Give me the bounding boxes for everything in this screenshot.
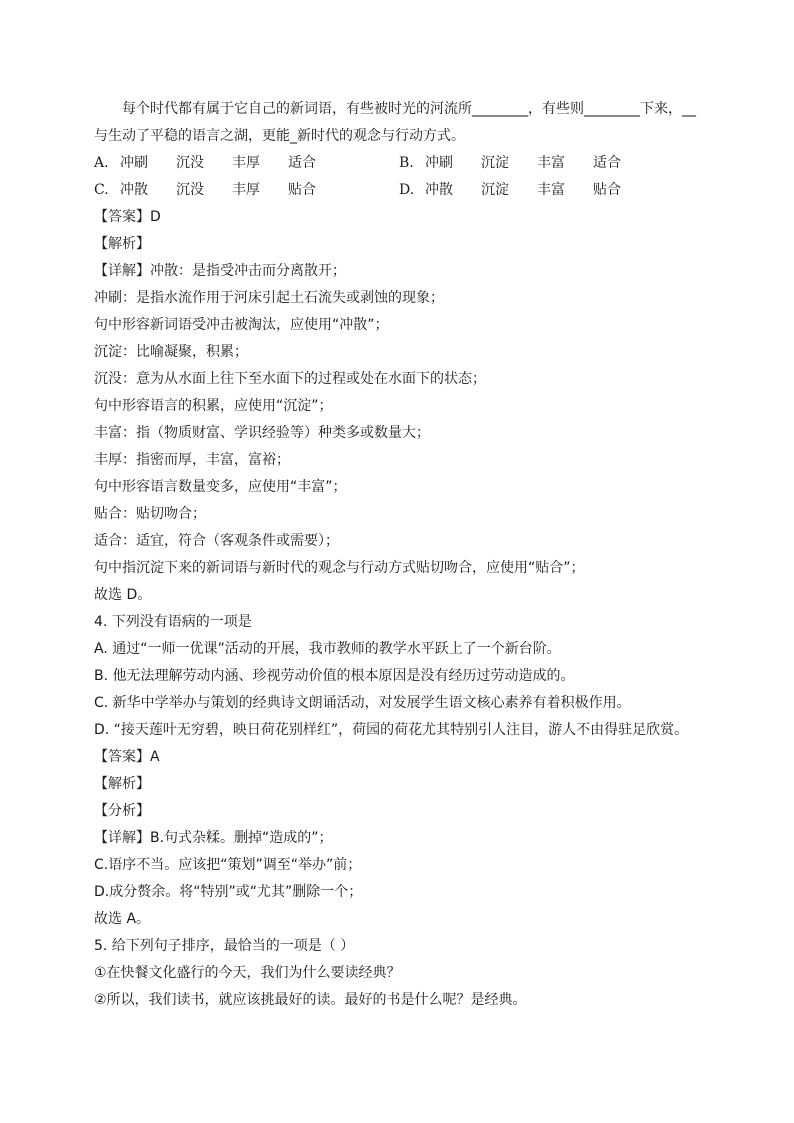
option-word: 丰富 (537, 182, 565, 198)
q3-options-row-2 (94, 177, 704, 204)
q3-options-row-1 (94, 150, 704, 177)
option-word: 沉淀 (481, 182, 509, 198)
option-word: 沉没 (176, 182, 204, 198)
option-word: 冲刷 (120, 155, 148, 171)
q4-detail-line: 【详解】B.句式杂糅。删掉“造成的”； (94, 830, 333, 846)
q3-detail-line: 【详解】冲散：是指受冲击而分离散开； (94, 263, 346, 279)
q5-sentence: ②所以，我们读书，就应该挑最好的读。最好的书是什么呢？是经典。 (94, 992, 527, 1008)
q4-answer: 【答案】A (94, 749, 160, 765)
option-label: C. (94, 182, 109, 198)
q3-detail-line: 丰富：指（物质财富、学识经验等）种类多或数量大； (94, 425, 430, 441)
option-word: 冲散 (425, 182, 453, 198)
document-page (94, 96, 704, 1014)
q3-detail-line: 贴合：贴切吻合； (94, 506, 206, 522)
q3-detail-line: 句中形容新词语受冲击被淘汰，应使用“冲散”； (94, 317, 389, 333)
q4-stem: 4. 下列没有语病的一项是 (94, 614, 252, 630)
q4-analysis-heading: 【解析】 (94, 776, 150, 792)
q3-detail-line: 句中指沉淀下来的新词语与新时代的观念与行动方式贴切吻合，应使用“贴合”； (94, 560, 585, 576)
option-word: 冲刷 (425, 155, 453, 171)
option-word: 冲散 (120, 182, 148, 198)
q3-option-d (399, 177, 704, 204)
option-label: B. (399, 155, 414, 171)
q4-option-b: B. 他无法理解劳动内涵、珍视劳动价值的根本原因是没有经历过劳动造成的。 (94, 668, 575, 684)
option-word: 丰富 (537, 155, 565, 171)
q4-option-c: C. 新华中学举办与策划的经典诗文朗诵活动，对发展学生语文核心素养有着积极作用。 (94, 695, 631, 711)
option-word: 沉没 (176, 155, 204, 171)
q3-detail-line: 丰厚：指密而厚，丰富，富裕； (94, 452, 290, 468)
option-word: 适合 (593, 155, 621, 171)
option-word: 贴合 (288, 182, 316, 198)
q3-stem-line1: 每个时代都有属于它自己的新词语，有些被时光的河流所________，有些则________下来，__ (122, 101, 696, 117)
q4-detail-line: 故选 A。 (94, 911, 151, 927)
q5-stem: 5. 给下列句子排序，最恰当的一项是（ ） (94, 938, 355, 954)
q3-detail-line: 冲刷：是指水流作用于河床引起土石流失或剥蚀的现象； (94, 290, 444, 306)
q3-option-b (399, 150, 704, 177)
q3-stem-line2: 与生动了平稳的语言之湖，更能_新时代的观念与行动方式。 (94, 128, 465, 144)
q3-detail-line: 适合：适宜，符合（客观条件或需要）； (94, 533, 339, 549)
q3-detail-line: 故选 D。 (94, 587, 152, 603)
q3-answer: 【答案】D (94, 209, 161, 225)
q3-analysis-heading: 【解析】 (94, 236, 150, 252)
q4-option-a: A. 通过“一师一优课”活动的开展，我市教师的教学水平跃上了一个新台阶。 (94, 641, 561, 657)
option-label: A. (94, 155, 109, 171)
q3-option-a (94, 150, 399, 177)
option-word: 丰厚 (232, 155, 260, 171)
q4-fenxi-heading: 【分析】 (94, 803, 150, 819)
option-word: 适合 (288, 155, 316, 171)
q3-detail-line: 句中形容语言数量变多，应使用“丰富”； (94, 479, 347, 495)
option-label: D. (399, 182, 415, 198)
q4-detail-line: C.语序不当。应该把“策划”调至“举办”前； (94, 857, 362, 873)
q3-option-c (94, 177, 399, 204)
q4-option-d: D. “接天莲叶无穷碧，映日荷花别样红”，荷园的荷花尤其特别引人注目，游人不由得驻足欣赏。 (94, 722, 689, 738)
option-word: 沉淀 (481, 155, 509, 171)
q3-detail-line: 句中形容语言的积累，应使用“沉淀”； (94, 398, 333, 414)
q3-detail-line: 沉没：意为从水面上往下至水面下的过程或处在水面下的状态； (94, 371, 486, 387)
q3-detail-line: 沉淀：比喻凝聚，积累； (94, 344, 248, 360)
q5-sentence: ①在快餐文化盛行的今天，我们为什么要读经典？ (94, 965, 401, 981)
option-word: 丰厚 (232, 182, 260, 198)
option-word: 贴合 (593, 182, 621, 198)
q4-detail-line: D.成分赘余。将“特别”或“尤其”删除一个； (94, 884, 363, 900)
